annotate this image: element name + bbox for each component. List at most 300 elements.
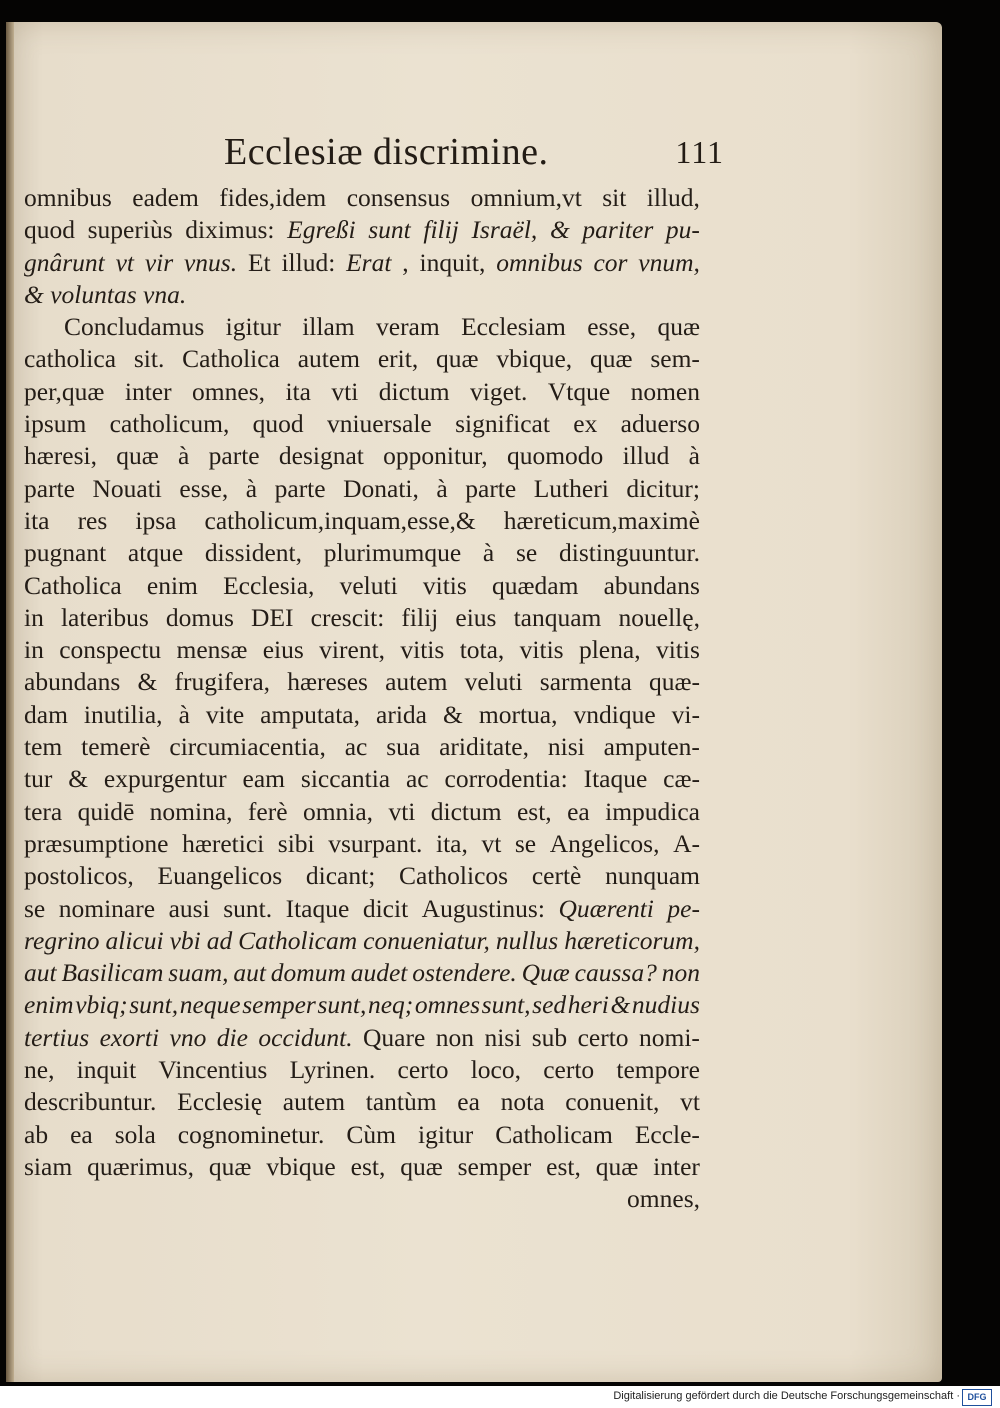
word: diximus: [185, 215, 275, 245]
text-line [24, 1151, 700, 1183]
word: à [245, 473, 258, 503]
italic-word: pariter [582, 215, 654, 245]
word: domus [165, 602, 234, 632]
word: hæresi, [24, 441, 97, 471]
word: dicant; [305, 861, 376, 891]
word: aduerso [620, 409, 700, 439]
text-line [24, 473, 700, 505]
italic-word: semper [242, 990, 316, 1020]
word: conspectu [59, 635, 162, 665]
text-line [24, 860, 700, 892]
word: à [178, 441, 190, 471]
word: omnium,vt [470, 183, 582, 212]
running-header [224, 130, 724, 176]
word: eius [262, 635, 304, 665]
word: tempore [616, 1055, 700, 1085]
italic-word: vt [115, 247, 134, 277]
word: ne, [24, 1055, 55, 1085]
word: per,quæ [24, 376, 105, 406]
italic-word: Catholicam [238, 925, 358, 955]
italic-word: suam, [168, 958, 229, 988]
word: dictum [430, 796, 502, 826]
text-line [24, 408, 700, 440]
word: Nouati [92, 473, 162, 503]
word: superiùs [87, 215, 173, 245]
italic-word: cor [593, 247, 628, 277]
italic-word: enim [24, 990, 74, 1020]
word: , [402, 247, 409, 277]
word: ariditate, [439, 732, 530, 762]
italic-word: non [661, 958, 700, 988]
word: tera [24, 796, 63, 826]
word: quæ- [649, 667, 700, 697]
word: inquit [76, 1055, 137, 1085]
word: Ecclesiam [461, 312, 566, 342]
word: siam [24, 1151, 73, 1181]
running-title: Ecclesiæ discrimine. [224, 131, 549, 173]
word: dictum [378, 376, 450, 406]
word: in [24, 635, 44, 665]
word: quæ [595, 1151, 639, 1181]
word: quæ [400, 1151, 443, 1181]
word: sit [602, 183, 627, 212]
italic-word: audet [350, 958, 408, 988]
word: amputen- [603, 732, 700, 762]
word: à [178, 699, 190, 729]
word: Ecclesię [177, 1087, 263, 1117]
word: A- [673, 828, 700, 858]
word: illud, [646, 183, 700, 212]
word: nisi [547, 732, 585, 762]
word: sem- [650, 344, 700, 374]
word: loco, [470, 1055, 521, 1085]
word: veluti [464, 667, 523, 697]
word: nomina, [149, 796, 233, 826]
word: vitis [519, 635, 564, 665]
word: ex [573, 409, 598, 439]
italic-word: Israël, [471, 215, 538, 245]
word: nunquam [605, 861, 700, 891]
italic-word: alicui [105, 925, 164, 955]
word: pugnant [24, 538, 107, 568]
text-line [24, 247, 700, 279]
text-line [24, 1054, 700, 1086]
text-line [24, 214, 700, 246]
italic-word: Quæ [521, 958, 570, 988]
word: & [443, 699, 463, 729]
word: distinguuntur. [559, 538, 700, 568]
word: cæ- [663, 764, 700, 794]
funding-notice: Digitalisierung gefördert durch die Deutsche Forschungsgemeinschaft · [613, 1390, 960, 1402]
word: frugifera, [174, 667, 271, 697]
text-line [24, 311, 700, 343]
italic-word: die [216, 1022, 248, 1052]
word: non [435, 1022, 474, 1052]
word: dam [24, 699, 68, 729]
word: in [24, 602, 44, 632]
italic-word: Basilicam [61, 958, 164, 988]
word: inter [124, 376, 172, 406]
text-line [24, 634, 700, 666]
word: res [77, 505, 108, 535]
word: tur [24, 764, 53, 794]
word: nota [500, 1087, 545, 1117]
roman-text: omnes, [627, 1184, 700, 1214]
word: DEI [251, 602, 294, 632]
italic-word: ad [206, 925, 233, 955]
word: parte [465, 473, 517, 503]
text-line [24, 1183, 700, 1215]
word: ita [285, 376, 311, 406]
text-line [24, 699, 700, 731]
word: vi- [671, 699, 700, 729]
word: eam [242, 764, 286, 794]
word: est, [350, 1151, 386, 1181]
word: nomi- [639, 1022, 700, 1052]
word: sua [386, 732, 421, 762]
word: nominare [58, 893, 156, 923]
word: cognominetur. [177, 1119, 325, 1149]
word: certo [577, 1022, 629, 1052]
italic-word: filij [423, 215, 459, 245]
italic-word: hæreticorum, [564, 925, 700, 955]
italic-word: Erat [346, 247, 392, 277]
word: Catholicos [399, 861, 509, 891]
word: Eccle- [634, 1119, 700, 1149]
text-line [24, 343, 700, 375]
word: virent, [319, 635, 386, 665]
italic-word: gnârunt [24, 247, 105, 277]
word: Donati, [343, 473, 419, 503]
word: omnibus [24, 183, 112, 212]
italic-word: occidunt. [258, 1022, 353, 1052]
italic-word: vir [144, 247, 174, 277]
word: quod [252, 409, 304, 439]
word: tota, [459, 635, 505, 665]
text-line [24, 893, 700, 925]
text-line [24, 957, 700, 989]
page-gutter-shadow [6, 22, 14, 1382]
word: quæ [657, 312, 700, 342]
italic-word: & [610, 990, 631, 1020]
word: Angelicos, [549, 828, 660, 858]
word: consensus [346, 183, 451, 212]
text-line [24, 828, 700, 860]
word: corrodentia: [444, 764, 568, 794]
word: designat [278, 441, 364, 471]
word: sarmenta [539, 667, 632, 697]
word: amputata, [260, 699, 361, 729]
word: est, [546, 1151, 581, 1181]
word: Lyrinen. [289, 1055, 376, 1085]
italic-word: & [549, 215, 570, 245]
word: Euangelicos [157, 861, 283, 891]
italic-word: neque [179, 990, 241, 1020]
italic-word: pe- [667, 893, 700, 923]
word: Vtque [547, 376, 611, 406]
italic-word: tertius [24, 1022, 90, 1052]
word: postolicos, [24, 861, 134, 891]
word: Catholica [182, 344, 280, 374]
italic-word: vno [169, 1022, 207, 1052]
text-line [24, 505, 700, 537]
word: arida [376, 699, 427, 729]
italic-word: caussa? [574, 958, 657, 988]
word: vsurpant. [328, 828, 423, 858]
word: ferè [247, 796, 288, 826]
text-line [24, 440, 700, 472]
word: esse, [587, 312, 637, 342]
word: autem [297, 344, 361, 374]
word: ausi [168, 893, 210, 923]
word: est, [516, 796, 552, 826]
word: vniuersale [326, 409, 432, 439]
italic-word: heri [567, 990, 609, 1020]
italic-word: nullus [495, 925, 559, 955]
word: hæreticum,maximè [503, 505, 700, 535]
dfg-logo-text: DFG [967, 1392, 987, 1402]
word: se [24, 893, 46, 923]
word: ab [24, 1119, 49, 1149]
italic-word: ostendere. [412, 958, 517, 988]
italic-word: sunt, [317, 990, 367, 1020]
word: eius [455, 602, 497, 632]
italic-word: vnum, [638, 247, 700, 277]
word: ac [344, 732, 368, 762]
italic-word: pu- [665, 215, 700, 245]
word: lateribus [60, 602, 149, 632]
word: dissident, [204, 538, 302, 568]
word: filij [401, 602, 439, 632]
word: nisi [484, 1022, 522, 1052]
word: impudica [605, 796, 700, 826]
word: parte [208, 441, 260, 471]
word: à [436, 473, 448, 503]
word: vndique [573, 699, 656, 729]
word: esse, [179, 473, 229, 503]
word: certo [397, 1055, 449, 1085]
word: vti [388, 796, 416, 826]
text-line [24, 666, 700, 698]
word: à [688, 441, 700, 471]
italic-word: sunt, [481, 990, 531, 1020]
word: atque [127, 538, 184, 568]
word: abundans [24, 667, 121, 697]
word: parte [24, 473, 75, 503]
text-line [24, 279, 700, 311]
word: hæreses [287, 667, 368, 697]
italic-word: nudius [631, 990, 700, 1020]
word: plena, [578, 635, 641, 665]
word: inquit, [419, 247, 486, 277]
word: vbique, [496, 344, 573, 374]
word: inter [653, 1151, 700, 1181]
italic-word: neq; [367, 990, 414, 1020]
word: præsumptione [24, 828, 169, 858]
word: sit. [133, 344, 165, 374]
word: expurgentur [103, 764, 227, 794]
italic-word: vbiq; [75, 990, 128, 1020]
word: Augustinus: [421, 893, 545, 923]
italic-word: vnus. [183, 247, 238, 277]
word: ea [70, 1119, 93, 1149]
word: catholicum, [109, 409, 230, 439]
italic-word: Quærenti [558, 893, 654, 923]
text-line [24, 537, 700, 569]
italic-word: sunt, [129, 990, 179, 1020]
word: enim [146, 570, 198, 600]
italic-word: exorti [99, 1022, 160, 1052]
word: veram [376, 312, 440, 342]
word: ipsum [24, 409, 87, 439]
word: ea [567, 796, 590, 826]
word: quæ [436, 344, 479, 374]
word: Ecclesia, [223, 570, 315, 600]
dfg-logo [962, 1389, 992, 1406]
italic-word: vbi [169, 925, 201, 955]
word: quærimus, [87, 1151, 195, 1181]
word: quæ [116, 441, 159, 471]
word: fides,idem [219, 183, 327, 212]
word: Et [247, 247, 271, 277]
word: dicitur; [626, 473, 700, 503]
word: siccantia [300, 764, 391, 794]
text-line [24, 376, 700, 408]
text-line [24, 925, 700, 957]
text-line [24, 1022, 700, 1054]
word: Itaque [285, 893, 350, 923]
word: certo [543, 1055, 595, 1085]
word: circumiacentia, [169, 732, 326, 762]
word: vti [331, 376, 359, 406]
word: eadem [132, 183, 199, 212]
word: opponitur, [383, 441, 488, 471]
word: igitur [418, 1119, 474, 1149]
word: quidē [77, 796, 135, 826]
word: igitur [225, 312, 281, 342]
word: mensæ [176, 635, 248, 665]
word: abundans [603, 570, 700, 600]
word: vitis [400, 635, 445, 665]
text-line [24, 1119, 700, 1151]
text-line [24, 1086, 700, 1118]
word: à [482, 538, 495, 568]
word: sunt. [223, 893, 273, 923]
text-line [24, 731, 700, 763]
italic-word: regrino [24, 925, 100, 955]
word: autem [282, 1087, 346, 1117]
text-line [24, 763, 700, 795]
word: tem [24, 732, 63, 762]
word: ipsa [135, 505, 177, 535]
word: Vincentius [158, 1055, 268, 1085]
word: ita [24, 505, 50, 535]
italic-word: aut [24, 958, 57, 988]
word: & [137, 667, 158, 697]
word: plurimumque [323, 538, 462, 568]
word: Itaque [583, 764, 648, 794]
italic-word: domum [270, 958, 346, 988]
word: quædam [492, 570, 579, 600]
italic-word: sed [532, 990, 567, 1020]
word: & [68, 764, 89, 794]
word: ea [457, 1087, 480, 1117]
word: tantùm [365, 1087, 437, 1117]
word: vt [680, 1087, 700, 1117]
word: catholicum,inquam,esse,& [204, 505, 476, 535]
word: quod [24, 215, 75, 245]
text-line [24, 570, 700, 602]
word: Lutheri [533, 473, 609, 503]
word: tanquam [513, 602, 602, 632]
italic-word: aut [233, 958, 266, 988]
word: semper [457, 1151, 532, 1181]
italic-text: & voluntas vna. [24, 279, 187, 309]
word: autem [385, 667, 448, 697]
italic-word: Egreßi [287, 215, 356, 245]
word: Catholica [24, 570, 122, 600]
word: certè [531, 861, 582, 891]
book-page [6, 22, 942, 1382]
word: significat [455, 409, 550, 439]
word: quomodo [506, 441, 604, 471]
word: sola [114, 1119, 156, 1149]
word: Concludamus [64, 312, 205, 342]
text-line [24, 796, 700, 828]
body-text [24, 182, 700, 1216]
word: veluti [339, 570, 398, 600]
word: viget. [470, 376, 528, 406]
word: temerè [81, 732, 151, 762]
word: nomen [630, 376, 700, 406]
word: vbique [266, 1151, 336, 1181]
word: describuntur. [24, 1087, 157, 1117]
word: sub [531, 1022, 568, 1052]
italic-word: omnibus [496, 247, 583, 277]
italic-word: sunt [368, 215, 411, 245]
page-number: 111 [675, 134, 724, 170]
word: se [514, 828, 537, 858]
word: inutilia, [83, 699, 163, 729]
word: mortua, [478, 699, 558, 729]
word: omnia, [302, 796, 374, 826]
word: vt [481, 828, 502, 858]
word: parte [274, 473, 326, 503]
word: hæretici [182, 828, 265, 858]
word: nouellę, [618, 602, 700, 632]
word: sibi [277, 828, 315, 858]
word: quæ [208, 1151, 252, 1181]
italic-word: omnes [414, 990, 481, 1020]
word: Cùm [346, 1119, 396, 1149]
word: illud [622, 441, 670, 471]
word: ac [405, 764, 429, 794]
text-line [24, 602, 700, 634]
word: omnes, [192, 376, 265, 406]
word: vitis [655, 635, 700, 665]
word: se [516, 538, 538, 568]
digitization-footer [0, 1386, 1000, 1408]
word: dicit [362, 893, 409, 923]
word: vite [205, 699, 245, 729]
word: quæ [589, 344, 633, 374]
italic-word: conueniatur, [363, 925, 490, 955]
word: erit, [377, 344, 419, 374]
word: ita, [436, 828, 468, 858]
word: catholica [24, 344, 117, 374]
word: crescit: [310, 602, 385, 632]
word: conuenit, [565, 1087, 660, 1117]
